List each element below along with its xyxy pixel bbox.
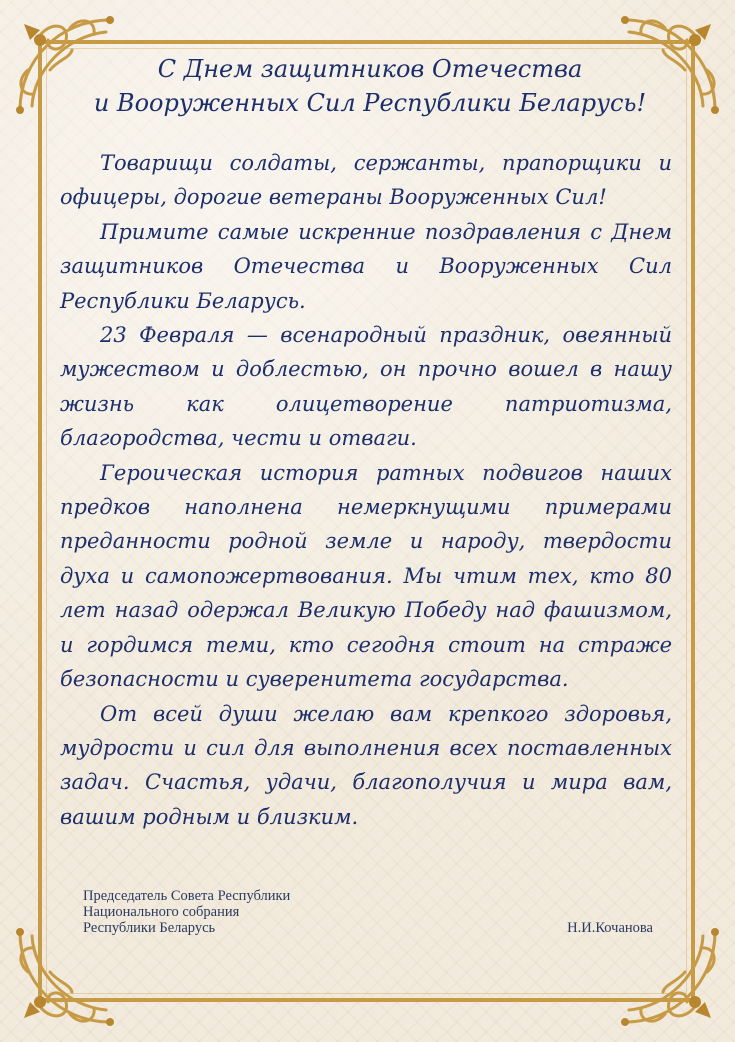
paragraph-congratulations: Примите самые искренние поздравления с Днем защитников Отечества и Вооруженных Сил Республики Беларусь. xyxy=(60,219,672,313)
ornament-corner-icon xyxy=(615,922,725,1032)
paragraph-wishes: От всей души желаю вам крепкого здоровья, мудрости и сил для выполнения всех поставленных задач. Счастья, удачи, благополучия и мира вам, вашим родным и близким. xyxy=(60,701,672,829)
signature-block xyxy=(83,888,653,936)
signature-position-line-2: Национального собрания xyxy=(83,904,240,920)
signature-name: Н.И.Кочанова xyxy=(567,920,653,936)
paragraph-february-23: 23 Февраля — всенародный праздник, овеянный мужеством и доблестью, он прочно вошел в нашу жизнь как олицетворение патриотизма, благородства, чести и отваги. xyxy=(60,323,672,451)
paragraph-address: Товарищи солдаты, сержанты, прапорщики и офицеры, дорогие ветераны Вооруженных Сил! xyxy=(60,151,672,210)
paragraph-history: Героическая история ратных подвигов наших предков наполнена немеркнущими примерами преданности родной земле и народу, твердости духа и самопожертвования. Мы чтим тех, кто 80 лет назад одержал Великую Победу над фашизмом, и гордимся теми, кто сегодня стоит на страже безопасности и суверенитета государства. xyxy=(60,460,672,692)
greeting-title xyxy=(70,52,670,120)
ornament-corner-icon xyxy=(10,922,120,1032)
title-line-1: С Днем защитников Отечества xyxy=(157,55,583,83)
letter-body xyxy=(60,146,672,834)
signature-position-line-1: Председатель Совета Республики xyxy=(83,888,291,904)
signature-position-line-3: Республики Беларусь xyxy=(83,920,216,936)
title-line-2: и Вооруженных Сил Республики Беларусь! xyxy=(93,89,647,117)
